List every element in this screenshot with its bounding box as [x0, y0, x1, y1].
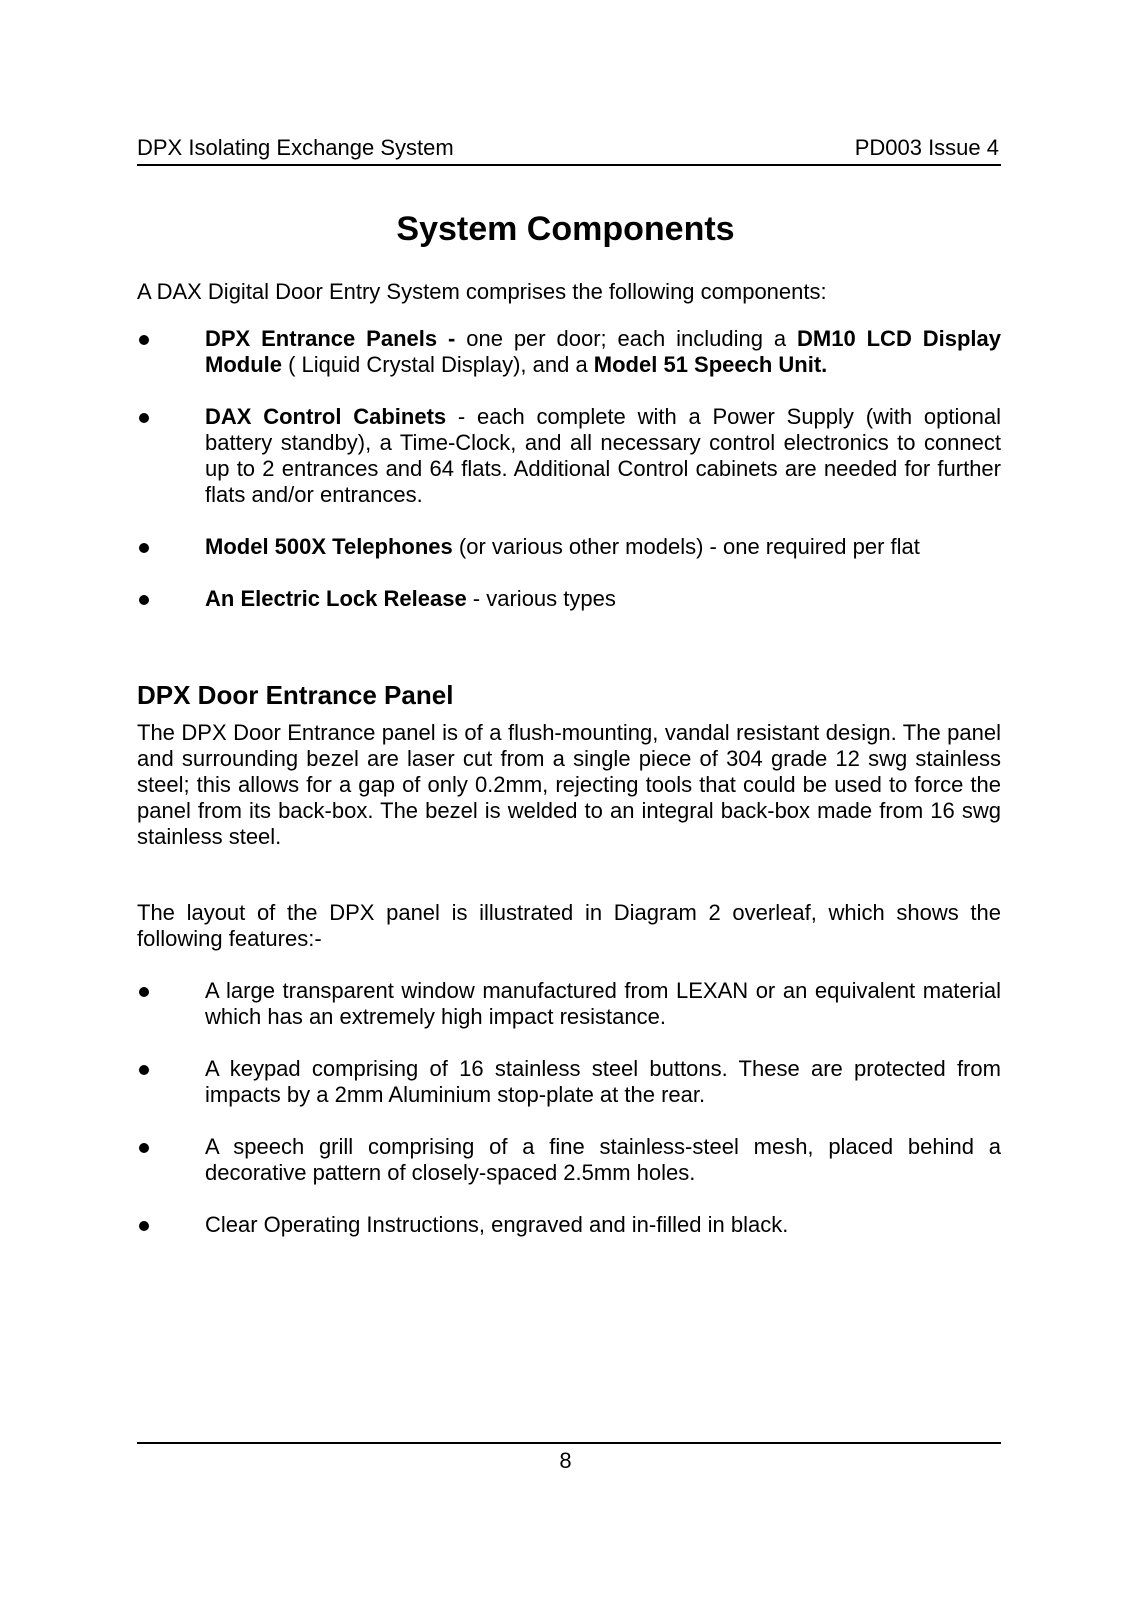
bullet-icon	[139, 543, 149, 553]
component-name: Model 500X Telephones	[205, 534, 453, 559]
component-name: DM10 LCD Display Module	[205, 326, 1001, 377]
component-name: DPX Entrance Panels -	[205, 326, 456, 351]
component-text	[205, 586, 616, 611]
feature-item	[137, 1212, 1001, 1238]
panel-description-paragraph: The DPX Door Entrance panel is of a flush-mounting, vandal resistant design. The panel and surrounding bezel are laser cut from a single piece of 304 grade 12 swg stainless steel; this allows for a gap of only 0.2mm, rejecting tools that could be used to force the panel from its back-box. The bezel is welded to an integral back-box made from 16 swg stainless steel.	[137, 720, 1001, 849]
component-text	[205, 326, 1001, 377]
footer-divider	[137, 1442, 1001, 1444]
component-description: ( Liquid Crystal Display), and a	[282, 352, 594, 377]
header-document-issue: PD003 Issue 4	[854, 135, 999, 160]
bullet-icon	[139, 1143, 149, 1153]
bullet-icon	[139, 413, 149, 423]
component-description: (or various other models) - one required per flat	[452, 534, 920, 559]
page-number: 8	[559, 1448, 572, 1473]
feature-text: Clear Operating Instructions, engraved and in-filled in black.	[205, 1212, 789, 1237]
page-header	[137, 134, 1001, 166]
section-heading: DPX Door Entrance Panel	[137, 680, 454, 710]
feature-item	[137, 978, 1001, 1030]
component-name: Model 51 Speech Unit.	[593, 352, 828, 377]
layout-intro-paragraph: The layout of the DPX panel is illustrated in Diagram 2 overleaf, which shows the following features:-	[137, 900, 1001, 951]
component-item	[137, 404, 1001, 508]
feature-text: A keypad comprising of 16 stainless steel buttons. These are protected from impacts by a 2mm Aluminium stop-plate at the rear.	[205, 1056, 1001, 1107]
feature-item	[137, 1134, 1001, 1186]
component-text	[205, 534, 920, 559]
component-name: An Electric Lock Release	[205, 586, 467, 611]
bullet-icon	[139, 1221, 149, 1231]
component-item	[137, 326, 1001, 378]
page-title: System Components	[396, 210, 735, 248]
feature-list	[137, 978, 1001, 1238]
intro-text: A DAX Digital Door Entry System comprises the following components:	[137, 279, 827, 304]
component-description: - various types	[466, 586, 616, 611]
feature-text: A large transparent window manufactured from LEXAN or an equivalent material which has an extremely high impact resistance.	[205, 978, 1001, 1029]
bullet-icon	[139, 1065, 149, 1075]
component-name: DAX Control Cabinets	[205, 404, 447, 429]
component-item	[137, 586, 1001, 612]
component-text	[205, 404, 1001, 507]
bullet-icon	[139, 595, 149, 605]
feature-text: A speech grill comprising of a fine stainless-steel mesh, placed behind a decorative pattern of closely-spaced 2.5mm holes.	[205, 1134, 1001, 1185]
header-document-title: DPX Isolating Exchange System	[137, 135, 454, 160]
component-description: - each complete with a Power Supply (with optional battery standby), a Time-Clock, and all necessary control electronics to connect up to 2 entrances and 64 flats. Additional Control cabinets are needed for further flats and/or entrances.	[205, 404, 1001, 507]
component-list	[137, 326, 1001, 612]
feature-item	[137, 1056, 1001, 1108]
component-item	[137, 534, 1001, 560]
bullet-icon	[139, 335, 149, 345]
bullet-icon	[139, 987, 149, 997]
component-description: one per door; each including a	[455, 326, 798, 351]
